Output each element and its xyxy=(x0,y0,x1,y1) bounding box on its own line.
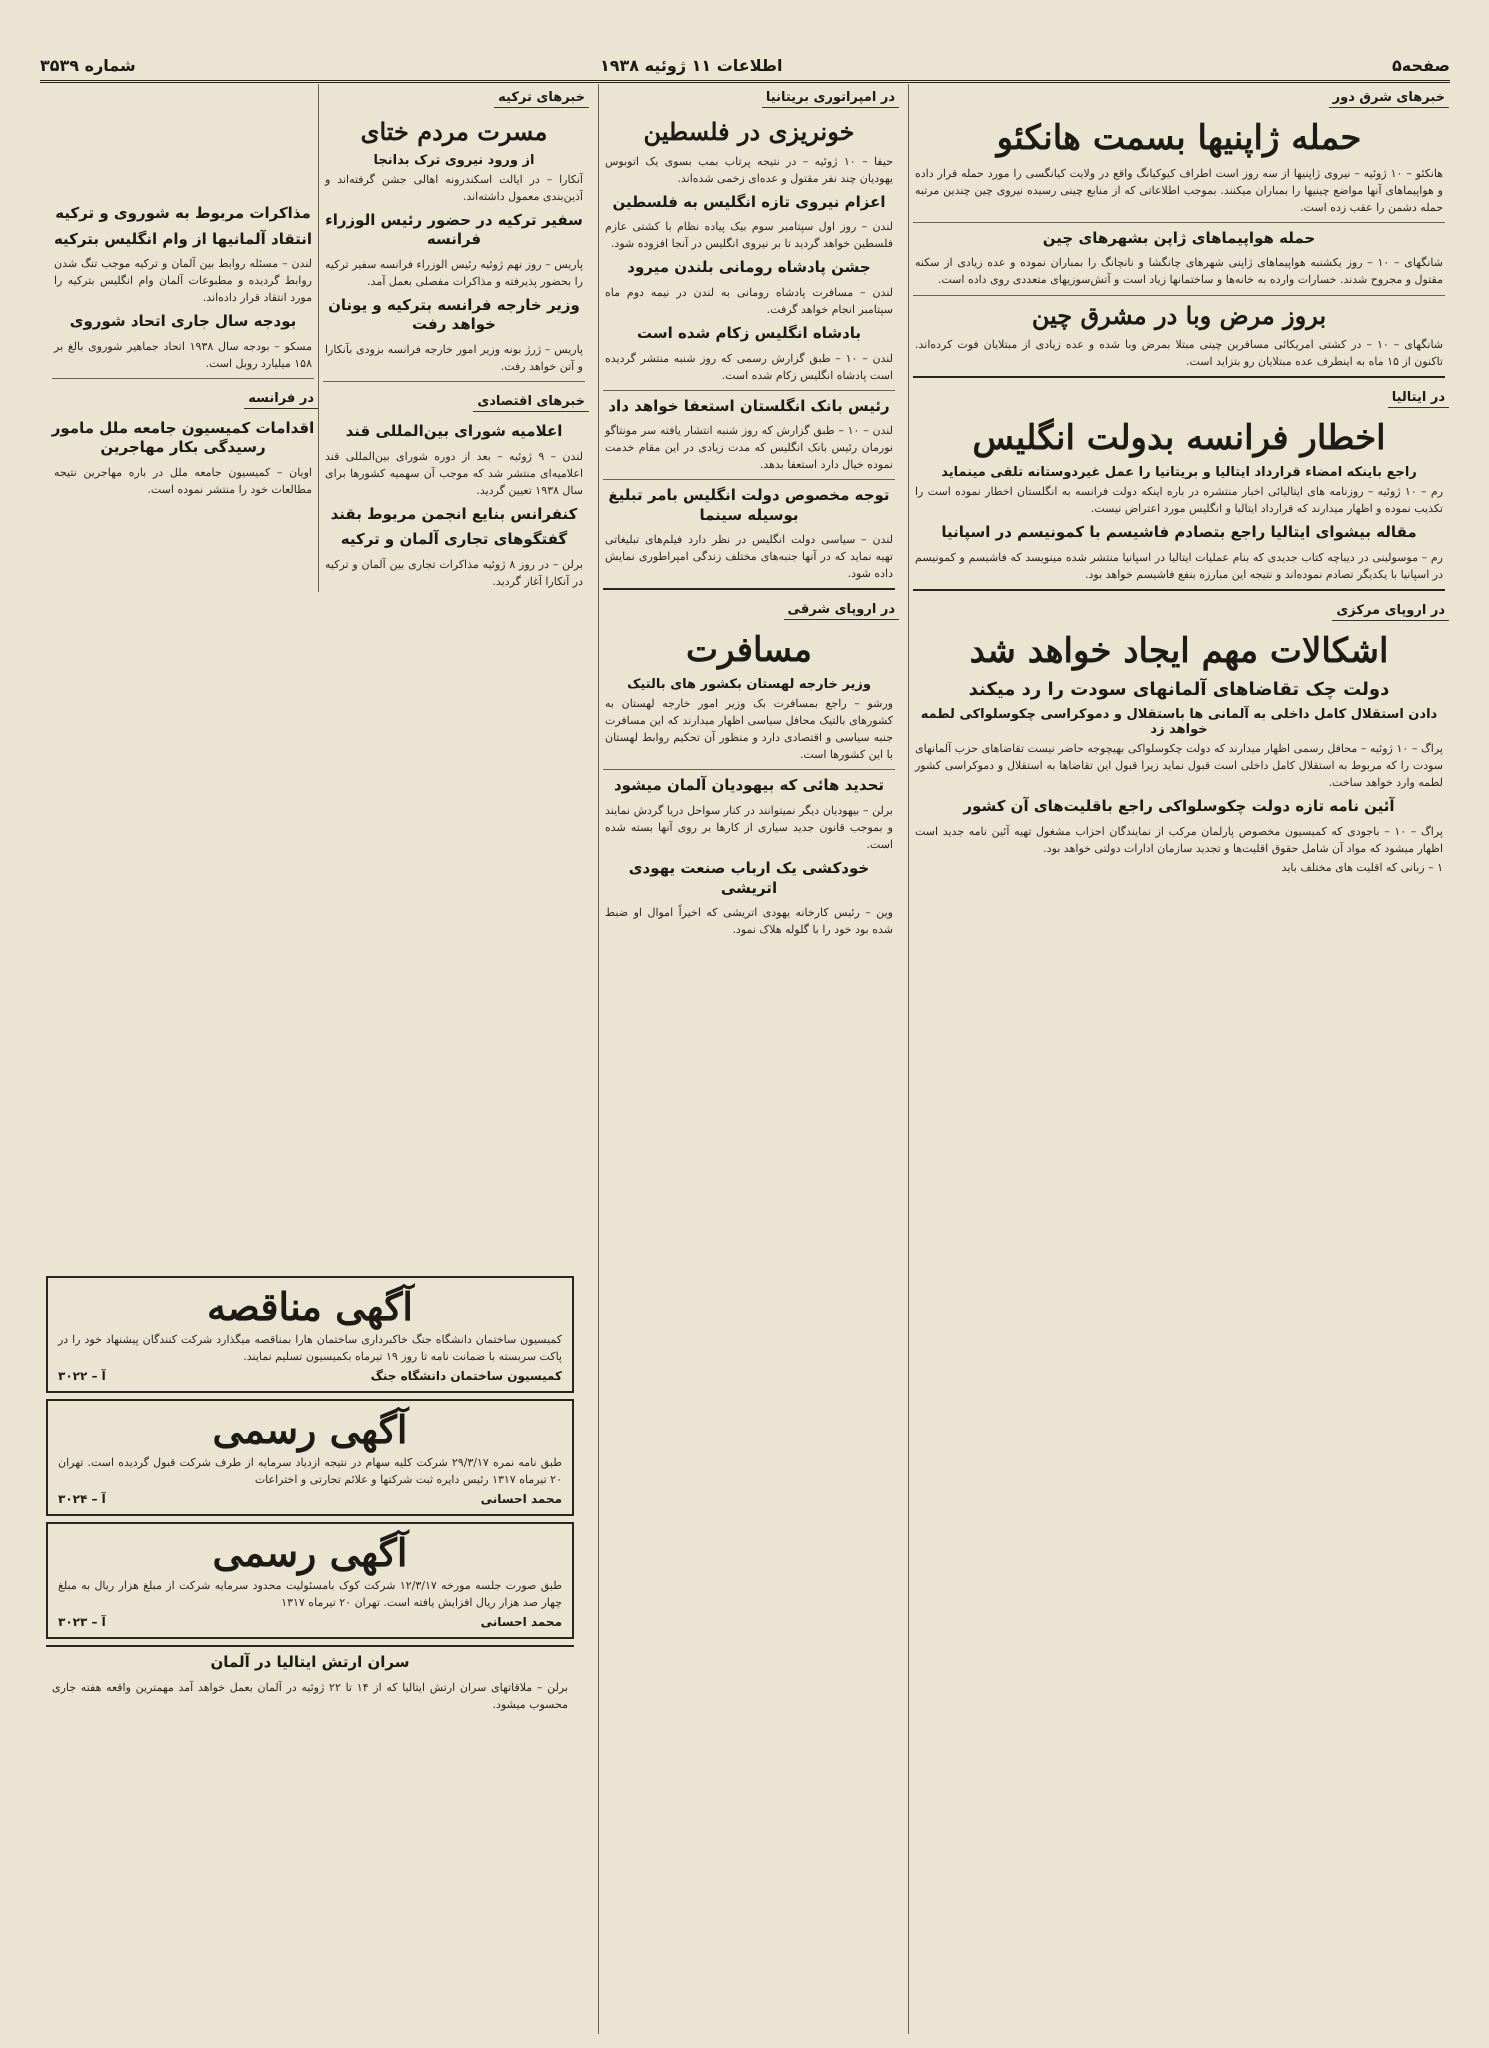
article-body: پاریس – ژرژ بونه وزیر امور خارجه فرانسه بزودی بآنکارا و آتن خواهد رفت. xyxy=(325,342,583,374)
article-body: پراگ – ۱۰ – باجودی که کمیسیون مخصوص پارلمان مرکب از نمایندگان احزاب مشغول تهیه آئین نامه جدید است اظهار میشود که مواد آن شامل حقوق اقلیت‌ها و تجدید سازمان ادارات دولتی خواهد بود. xyxy=(915,824,1443,855)
ad-reference: آ – ۳۰۲۳ xyxy=(58,1615,106,1630)
section-label: خبرهای اقتصادی xyxy=(473,392,589,412)
issue-number: شماره ۳۵۳۹ xyxy=(40,56,136,75)
ad-signature: محمد احسانی xyxy=(480,1492,562,1507)
article-body: رم – ۱۰ ژوئیه – روزنامه های ایتالیائی اخبار منتشره در باره اینکه دولت فرانسه به انگلستان اخطار نموده است را تکذیب نموده و اظهار میدارند که قرارداد ایتالیا و انگلیس مورد اعتراض نیست. xyxy=(915,485,1444,516)
divider xyxy=(603,769,895,770)
subheadline: خودکشی یک ارباب صنعت یهودی اتریشی xyxy=(628,859,870,897)
subheadline: توجه مخصوص دولت انگلیس بامر تبلیغ بوسیله سینما xyxy=(608,486,890,524)
subheadline: اعلامیه شورای بین‌المللی قند xyxy=(345,422,563,441)
subheadline: جشن پادشاه رومانی بلندن میرود xyxy=(627,258,871,277)
ad-reference: آ – ۳۰۲۴ xyxy=(58,1492,106,1507)
headline-hankow: حمله ژاپنیها بسمت هانکئو xyxy=(996,118,1362,158)
headline-palestine: خونریزی در فلسطین xyxy=(643,117,855,146)
subheadline: دادن استقلال کامل داخلی به آلمانی ها باستقلال و دموکراسی چکوسلواکی لطمه خواهد زد xyxy=(920,707,1438,738)
article-body: برلن – ملاقاتهای سران ارتش ایتالیا که از ۱۴ تا ۲۲ ژوئیه در آلمان بعمل خواهد آمد مهمترین واقعه هفته جاری محسوب میشود. xyxy=(52,1680,568,1711)
article-body: لندن – روز اول سپتامبر سوم بیک پیاده نظام با کشتی عازم فلسطین خواهد گردید تا بر نیروی انگلیس در آنجا افزوده شود. xyxy=(605,220,893,251)
section-label: در ایتالیا xyxy=(1388,388,1449,408)
subheadline: اعزام نیروی تازه انگلیس به فلسطین xyxy=(612,192,886,211)
subheadline: گفتگوهای تجاری آلمان و ترکیه xyxy=(340,530,568,549)
article-body: اویان – کمیسیون جامعه ملل در باره مهاجرین نتیجه مطالعات خود را منتشر نموده است. xyxy=(54,465,312,496)
subheadline: مقاله بیشوای ایتالیا راجع بتصادم فاشیسم با کمونیسم در اسپانیا xyxy=(941,523,1417,542)
ad-official-1 xyxy=(46,1399,574,1516)
subheadline: رئیس بانک انگلستان استعفا خواهد داد xyxy=(608,396,890,415)
subheadline: از ورود نیروی ترک بدانجا xyxy=(373,152,535,168)
subheadline: بادشاه انگلیس زکام شده است xyxy=(636,324,862,343)
article-body: شانگهای – ۱۰ – در کشتی امریکائی مسافرین چینی مبتلا بمرض وبا شده و عده زیادی از مبتلایان فوت کرده‌اند. تاکنون از ۱۵ ماه به اینطرف عده مبتلایان رو بتزاید است. xyxy=(915,338,1444,369)
article-body: لندن – مسئله روابط بین آلمان و ترکیه موجب تنگ شدن روابط گردیده و مطبوعات آلمان وام انگلیس بترکیه را مورد انتقاد قرار داده‌اند. xyxy=(54,257,312,305)
ad-title: آگهی رسمی xyxy=(212,1407,408,1453)
divider xyxy=(913,222,1445,223)
headline-difficulties: اشکالات مهم ایجاد خواهد شد xyxy=(969,630,1389,671)
ad-body: کمیسیون ساختمان دانشگاه جنگ خاکبرداری ساختمان هارا بمناقصه میگذارد شرکت کنندگان پیشنهاد خود را در پاکت سربسته با ضمانت نامه تا روز ۱۹ تیرماه بکمیسیون تسلیم نمایند. xyxy=(58,1333,562,1364)
masthead xyxy=(40,52,1450,83)
article-body: هانکئو – ۱۰ ژوئیه – نیروی ژاپنیها از سه روز است اطراف کیوکیانگ واقع در ولایت کیانگسی را مورد حمله قرار داده و هواپیماهای آنها مواضع چینیها را بمباران میکنند. بموجب اطلاعاتی که از منابع چینی رسیده نیروی چین چندین مرتبه حمله دشمن را عقب زده است. xyxy=(915,166,1443,214)
divider xyxy=(603,479,895,480)
ad-title: آگهی رسمی xyxy=(212,1530,408,1576)
ad-footer xyxy=(58,1615,562,1629)
subheadline: وزیر خارجه لهستان بکشور های بالتیک xyxy=(627,677,871,693)
headline-travel: مسافرت xyxy=(686,630,812,671)
ad-body: طبق نامه نمره ۲۹/۳/۱۷ شرکت کلیه سهام در نتیجه ازدیاد سرمایه از طرف شرکت قبول گردیده است. تهران ۲۰ تیرماه ۱۳۱۷ رئیس دایره ثبت شرکتها و علائم تجارتی و اختراعات xyxy=(58,1456,562,1487)
ad-footer xyxy=(58,1369,562,1383)
divider xyxy=(913,295,1445,296)
article-body: ورشو – راجع بمسافرت بک وزیر امور خارجه لهستان به کشورهای بالتیک محافل سیاسی اظهار میدارند که این مسافرت جنبه سیاسی و اقتصادی دارد و منظور آن تحکیم روابط لهستان با این کشورها است. xyxy=(605,697,893,762)
article-body: لندن – سیاسی دولت انگلیس در نظر دارد فیلم‌های تبلیغاتی تهیه نماید که در آنها جنبه‌های مختلف زندگی امپراطوری نمایش داده شود. xyxy=(605,533,893,581)
subheadline: کنفرانس بنایع انجمن مربوط بقند xyxy=(330,504,578,523)
column-turkey-ads xyxy=(39,84,589,2034)
article-body: حیفا – ۱۰ ژوئیه – در نتیجه پرتاب بمب بسوی یک اتوبوس یهودیان چند نفر مقتول و عده‌ای زخمی شده‌اند. xyxy=(605,154,893,185)
section-label: در امپراتوری بریتانیا xyxy=(762,88,899,108)
ad-footer xyxy=(58,1492,562,1506)
ad-title: آگهی مناقصه xyxy=(207,1284,413,1329)
subheadline: حمله هواپیماهای ژاپن بشهرهای چین xyxy=(1042,228,1316,247)
turkey-subcolumn-b xyxy=(48,84,318,592)
ad-signature: کمیسیون ساختمان دانشگاه جنگ xyxy=(370,1369,562,1384)
article-body: پاریس – روز نهم ژوئیه رئیس الوزراء فرانسه سفیر ترکیه را بحضور پذیرفته و مذاکرات مفصلی بعمل آمد. xyxy=(325,257,583,288)
section-label: خبرهای ترکیه xyxy=(494,88,589,108)
column-britain-east-europe xyxy=(598,84,899,2034)
section-label: در اروپای مرکزی xyxy=(1332,601,1449,621)
article-body: لندن – ۹ ژوئیه – بعد از دوره شورای بین‌المللی قند اعلامیه‌ای منتشر شد که موجب آن سهمیه کشورها برای سال ۱۹۳۸ تعیین گردید. xyxy=(325,449,583,497)
subheadline: سران ارتش ایتالیا در آلمان xyxy=(210,1653,410,1672)
article-body: رم – موسولینی در دیباچه کتاب جدیدی که بنام عملیات ایتالیا در اسپانیا منتشر شده مینویسد که فاشیسم و کمونیسم در اسپانیا با یکدیگر تصادم نموده‌اند و نتیجه این مبارزه بنفع فاشیسم خواهد بود. xyxy=(915,550,1443,581)
subheadline: دولت چک تقاضاهای آلمانهای سودت را رد میکند xyxy=(968,678,1390,700)
subheadline: انتقاد آلمانیها از وام انگلیس بترکیه xyxy=(53,229,313,248)
divider xyxy=(913,589,1445,591)
section-label: در اروپای شرقی xyxy=(784,600,899,620)
article-body: مسکو – بودجه سال ۱۹۳۸ اتحاد جماهیر شوروی بالغ بر ۱۵۸ میلیارد روبل است. xyxy=(54,339,312,370)
headline-france-warning: اخطار فرانسه بدولت انگلیس xyxy=(972,418,1386,459)
article-body: آنکارا – در ایالت اسکندرونه اهالی جشن گرفته‌اند و آذین‌بندی معمول داشته‌اند. xyxy=(325,172,583,203)
ad-body: طبق صورت جلسه مورخه ۱۲/۳/۱۷ شرکت کوک بامسئولیت محدود سرمایه شرکت از مبلغ هزار ریال به مبلغ چهار صد هزار ریال افزایش یافته است. تهران ۲۰ تیرماه ۱۳۱۷ xyxy=(58,1579,562,1610)
divider xyxy=(603,390,895,391)
page-label: صفحه۵ xyxy=(1392,56,1450,75)
divider xyxy=(913,376,1445,378)
bottom-article xyxy=(46,1645,574,1713)
subheadline: تحدید هائی که بیهودیان آلمان میشود xyxy=(613,776,885,795)
turkey-subcolumn-a xyxy=(318,84,589,592)
subheadline: مذاکرات مربوط به شوروی و ترکیه xyxy=(55,204,311,222)
divider xyxy=(52,378,314,379)
article-body: لندن – ۱۰ – طبق گزارش رسمی که روز شنبه منتشر گردیده است پادشاه انگلیس زکام شده است. xyxy=(605,351,893,382)
article-body: لندن – مسافرت پادشاه رومانی به لندن در نیمه دوم ماه سپتامبر انجام خواهد گرفت. xyxy=(605,285,893,317)
headline-hatay: مسرت مردم ختای xyxy=(360,117,548,146)
article-body: شانگهای – ۱۰ – روز یکشنبه هواپیماهای ژاپنی شهرهای چانگشا و نانچانگ را بمباران نموده و عده زیادی از سکنه مقتول و مجروح شدند. خسارات وارده به خانه‌ها و ساختمانها زیاد است و آتش‌سوزیهای متعددی روی داده است. xyxy=(915,256,1443,287)
section-label: در فرانسه xyxy=(244,389,318,409)
article-body: پراگ – ۱۰ ژوئیه – محافل رسمی اظهار میدارند که دولت چکوسلواکی بهیچوجه حاضر نیست تقاضاهای حزب آلمانهای سودت را که مربوط به استقلال کامل داخلی است قبول نماید زیرا قبول این تقاضاها به استقلال و دموکراسی کشور لطمه وارد خواهد ساخت. xyxy=(915,742,1443,790)
ad-signature: محمد احسانی xyxy=(480,1615,562,1630)
subheadline: سفیر ترکیه در حضور رئیس الوزراء فرانسه xyxy=(325,210,583,249)
divider xyxy=(603,588,895,590)
subheadline: بودجه سال جاری اتحاد شوروی xyxy=(69,312,297,331)
article-body: لندن – ۱۰ – طبق گزارش که روز شنبه انتشار یافته سر مونتاگو نورمان رئیس بانک انگلیس که مدت زیادی در این مقام خدمت نموده خیال دارد استعفا بدهد. xyxy=(605,424,893,472)
article-body: برلن – در روز ۸ ژوئیه مذاکرات تجاری بین آلمان و ترکیه در آنکارا آغاز گردید. xyxy=(325,557,583,588)
subheadline: آئین نامه تازه دولت چکوسلواکی راجع باقلیت‌های آن کشور xyxy=(963,797,1395,816)
column-far-east-italy xyxy=(908,84,1449,2034)
headline-cholera: بروز مرض وبا در مشرق چین xyxy=(1031,300,1327,330)
ads-block xyxy=(40,1270,580,1719)
subheadline: وزیر خارجه فرانسه بترکیه و یونان خواهد رفت xyxy=(328,295,580,334)
divider xyxy=(323,381,585,382)
subheadline: راجع باینکه امضاء قرارداد ایتالیا و بریتانیا را عمل غیردوستانه تلقی مینماید xyxy=(941,465,1417,481)
ad-official-2 xyxy=(46,1522,574,1639)
subheadline: اقدامات کمیسیون جامعه ملل مامور رسیدگی بکار مهاجرین xyxy=(51,418,315,457)
ad-reference: آ – ۳۰۲۲ xyxy=(58,1369,106,1384)
issue-date: اطلاعات ۱۱ ژوئیه ۱۹۳۸ xyxy=(600,56,783,75)
list-item: ۱ – زبانی که اقلیت های مختلف باید xyxy=(1281,860,1443,874)
article-body: برلن – بیهودیان دیگر نمیتوانند در کنار سواحل دریا گردش نمایند و بموجب قانون جدید سیاری از کارها بر روی آنها بسته شده است. xyxy=(605,803,893,852)
ad-tender xyxy=(46,1276,574,1393)
article-body: وین – رئیس کارخانه یهودی اتریشی که اخیراً اموال او ضبط شده بود خود را با گلوله هلاک نمود. xyxy=(605,906,893,937)
section-label: خبرهای شرق دور xyxy=(1329,88,1449,108)
